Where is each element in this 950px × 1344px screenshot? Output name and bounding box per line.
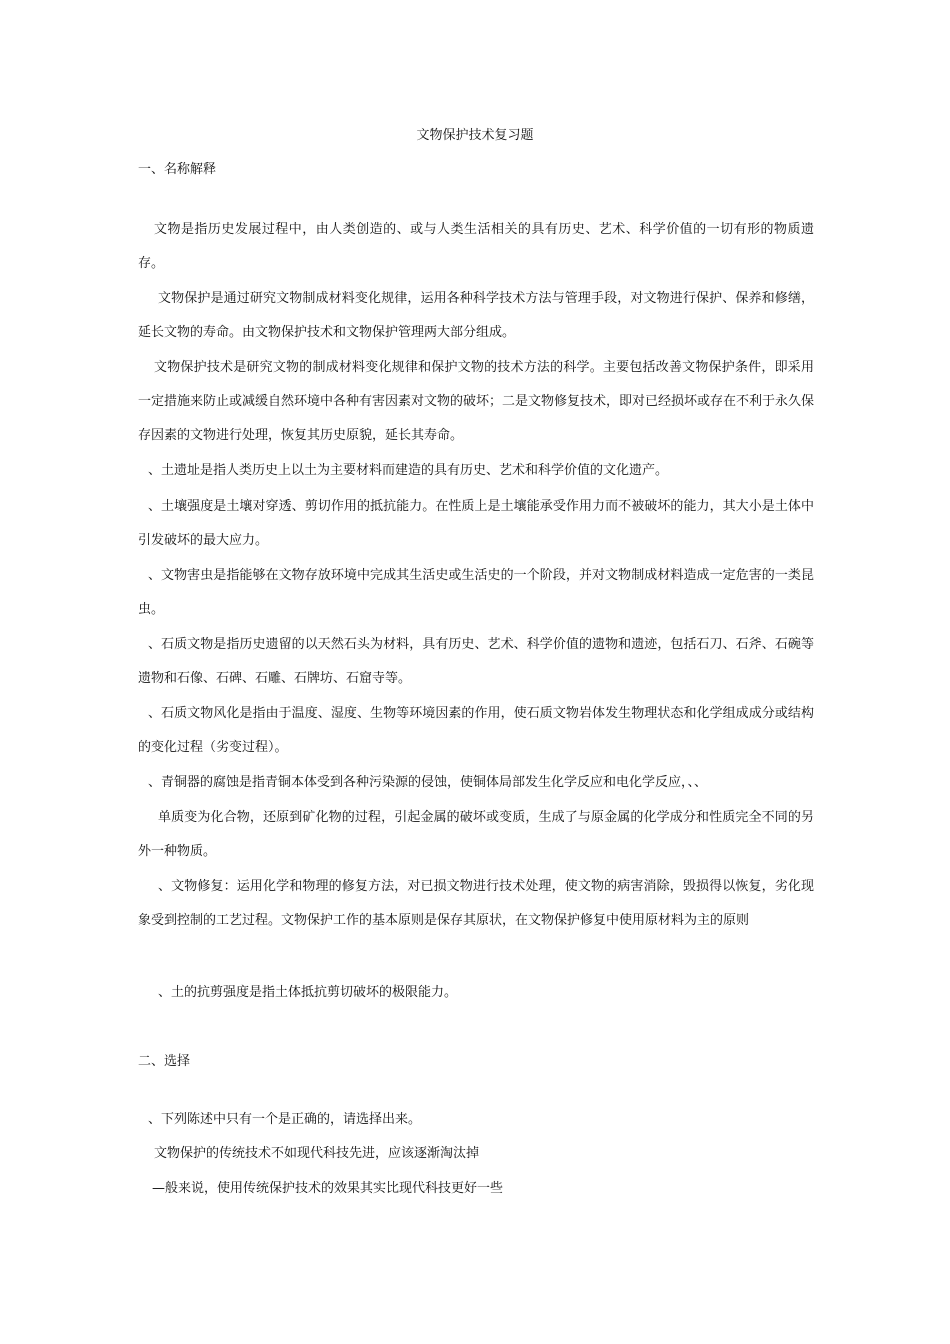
document-title: 文物保护技术复习题 [416,128,534,143]
definition-paragraph: 文物是指历史发展过程中，由人类创造的、或与人类生活相关的具有历史、艺术、科学价值的一切有形的物质遗存。 [138,222,814,271]
answer-option: —般来说，使用传统保护技术的效果其实比现代科技更好一些 [152,1181,504,1196]
definition-paragraph: 、文物修复：运用化学和物理的修复方法，对已损文物进行技术处理，使文物的病害消除，毁损得以恢复，劣化现象受到控制的工艺过程。文物保护工作的基本原则是保存其原状，在文物保护修复中使用原材料为主的原则 [138,879,814,928]
definition-paragraph: 、石质文物是指历史遗留的以天然石头为材料，具有历史、艺术、科学价值的遗物和遗迹，包括石刀、石斧、石碗等遗物和石像、石碑、石雕、石牌坊、石窟寺等。 [138,637,814,686]
definition-paragraph: 、石质文物风化是指由于温度、湿度、生物等环境因素的作用，使石质文物岩体发生物理状态和化学组成成分或结构的变化过程（劣变过程）。 [138,706,814,755]
definition-paragraph: 、土的抗剪强度是指土体抵抗剪切破坏的极限能力。 [158,985,458,1000]
definition-paragraph: 文物保护是通过研究文物制成材料变化规律，运用各种科学技术方法与管理手段，对文物进行保护、保养和修缮，延长文物的寿命。由文物保护技术和文物保护管理两大部分组成。 [138,291,814,340]
definition-paragraph: 、文物害虫是指能够在文物存放环境中完成其生活史或生活史的一个阶段，并对文物制成材料造成一定危害的一类昆虫。 [138,568,814,617]
definition-paragraph: 、土壤强度是土壤对穿透、剪切作用的抵抗能力。在性质上是土壤能承受作用力而不被破坏的能力，其大小是土体中引发破坏的最大应力。 [138,499,814,548]
question-stem: 、下列陈述中只有一个是正确的，请选择出来。 [148,1112,422,1127]
definition-paragraph: 、青铜器的腐蚀是指青铜本体受到各种污染源的侵蚀，使铜体局部发生化学反应和电化学反应，、、 [148,775,708,790]
section-heading-choice: 二、选择 [138,1054,191,1069]
section-heading-definitions: 一、名称解释 [138,162,217,177]
answer-option: 文物保护的传统技术不如现代科技先进，应该逐渐淘汰掉 [154,1146,480,1161]
definition-paragraph: 单质变为化合物，还原到矿化物的过程，引起金属的破坏或变质，生成了与原金属的化学成分和性质完全不同的另外一种物质。 [138,810,814,859]
definition-paragraph: 、土遗址是指人类历史上以土为主要材料而建造的具有历史、艺术和科学价值的文化遗产。 [148,463,669,478]
definition-paragraph: 文物保护技术是研究文物的制成材料变化规律和保护文物的技术方法的科学。主要包括改善文物保护条件，即采用一定措施来防止或减缓自然环境中各种有害因素对文物的破坏；二是文物修复技术，即对已经损坏或存在不利于永久保存因素的文物进行处理，恢复其历史原貌，延长其寿命。 [138,360,815,443]
